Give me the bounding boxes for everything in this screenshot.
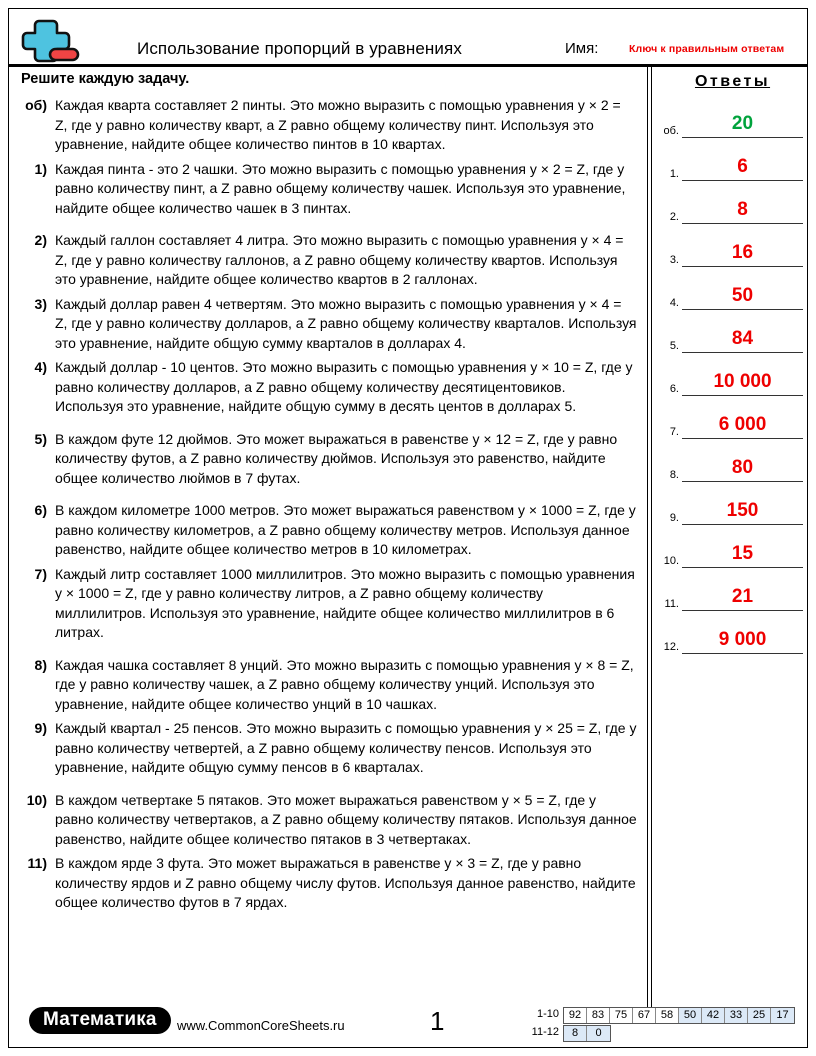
question-item (21, 854, 637, 913)
question-text: Каждый доллар - 10 центов. Это можно выразить с помощью уравнения y × 10 = Z, где y равно количеству долларов, а Z равно общему количеству десятицентовиков. Используя это уравнение, найдите общую сумму в десять центов в долларах 5. (55, 359, 633, 414)
score-cell: 25 (748, 1008, 771, 1023)
answers-column (652, 67, 809, 1007)
answer-value[interactable]: 20 (682, 112, 803, 138)
question-list (21, 96, 637, 913)
score-cell: 0 (587, 1026, 610, 1041)
score-cell: 58 (656, 1008, 679, 1023)
score-table (519, 1007, 795, 1043)
answer-row (652, 396, 809, 439)
question-text: Каждая пинта - это 2 чашки. Это можно выразить с помощью уравнения y × 2 = Z, где y равно количеству пинт, а Z равно общему количеству чашек. Используя это уравнение, найдите общее количество чашек в 3 пинтах. (55, 160, 626, 216)
score-range-label: 11-12 (531, 1026, 559, 1038)
question-text: Каждый литр составляет 1000 миллилитров. Это можно выразить с помощью уравнения y × 1000 = Z, где y равно количеству литров, а Z равно общему количеству миллилитров. Используя это уравнение, найдите общее количество миллилитров в 6 литрах. (55, 565, 635, 640)
question-item (21, 430, 637, 489)
question-number: 4) (34, 359, 47, 375)
answer-value[interactable]: 80 (682, 456, 803, 482)
answer-number-label: 1. (669, 168, 679, 180)
answer-row (652, 568, 809, 611)
answer-value[interactable]: 50 (682, 284, 803, 310)
answer-row (652, 439, 809, 482)
answer-value[interactable]: 15 (682, 542, 803, 568)
question-item (21, 295, 637, 354)
question-text: В каждом ярде 3 фута. Это может выражаться в равенстве y × 3 = Z, где y равно количеству ярдов и Z равно общему числу футов. Используя данное равенство, найдите общее количество футов в 7 ярдах. (55, 855, 636, 910)
question-number: 8) (34, 656, 47, 673)
answer-row (652, 181, 809, 224)
score-range-label: 1-10 (536, 1008, 559, 1020)
question-item (21, 96, 637, 155)
answer-value[interactable]: 10 000 (682, 370, 803, 396)
answer-row (652, 138, 809, 181)
answer-row (652, 353, 809, 396)
answer-number-label: 11. (664, 598, 679, 610)
score-row (519, 1007, 795, 1024)
score-cells (563, 1007, 795, 1024)
score-cell: 8 (564, 1026, 587, 1041)
question-item (21, 791, 637, 850)
question-item (21, 160, 637, 219)
answer-row (652, 611, 809, 654)
answer-value[interactable]: 8 (682, 198, 803, 224)
answer-number-label: 2. (669, 211, 679, 223)
answer-number-label: об. (663, 125, 679, 137)
answer-key-badge: Ключ к правильным ответам (629, 43, 785, 55)
answer-number-label: 10. (663, 555, 679, 567)
question-item (21, 719, 637, 778)
answer-row (652, 267, 809, 310)
question-item (21, 231, 637, 290)
answer-row (652, 310, 809, 353)
score-cell: 83 (587, 1008, 610, 1023)
question-text: Каждый галлон составляет 4 литра. Это можно выразить с помощью уравнения y × 4 = Z, где y равно количеству галлонов, а Z равно общему количеству квартов. Используя это уравнение, найдите общее количество квартов в 2 галлонах. (55, 232, 624, 287)
answer-value[interactable]: 6 000 (682, 413, 803, 439)
question-item (21, 501, 637, 560)
question-number: 5) (34, 430, 47, 447)
question-text: В каждом футе 12 дюймов. Это может выражаться в равенстве y × 12 = Z, где y равно количеству футов, а Z равно количеству дюймов. Используя это равенство, найдите общее количество люймов в 7 футах. (55, 430, 618, 486)
answer-number-label: 3. (669, 254, 679, 266)
answer-number-label: 12. (663, 641, 679, 653)
score-cell: 17 (771, 1008, 794, 1023)
question-item (21, 565, 637, 643)
page-footer (9, 1005, 809, 1047)
plus-minus-logo-icon (21, 17, 83, 65)
score-cells (563, 1025, 611, 1042)
answer-value[interactable]: 84 (682, 327, 803, 353)
page-title: Использование пропорций в уравнениях (137, 39, 462, 58)
question-text: Каждая кварта составляет 2 пинты. Это можно выразить с помощью уравнения y × 2 = Z, где y равно количеству кварт, а Z равно общему количеству пинт. Используя это уравнение, найдите общее количество пинтов в 10 квартах. (55, 97, 621, 152)
answer-row (652, 224, 809, 267)
score-cell: 75 (610, 1008, 633, 1023)
question-number: об) (25, 97, 47, 113)
question-item (21, 656, 637, 715)
score-cell: 92 (564, 1008, 587, 1023)
name-field-label: Имя: (565, 40, 599, 57)
answer-row (652, 525, 809, 568)
answer-value[interactable]: 16 (682, 241, 803, 267)
answer-value[interactable]: 9 000 (682, 628, 803, 654)
instructions-text: Решите каждую задачу. (21, 71, 190, 87)
answer-rows (652, 95, 809, 654)
worksheet-body (9, 67, 807, 1007)
question-text: Каждый доллар равен 4 четвертям. Это можно выразить с помощью уравнения y × 4 = Z, где y равно количеству долларов, а Z равно общему количеству кварталов. Используя это уравнение, найдите общую сумму кварталов в долларах 4. (55, 295, 637, 351)
questions-column (9, 67, 643, 918)
question-number: 10) (26, 791, 47, 808)
question-number: 11) (27, 855, 47, 871)
answer-number-label: 6. (669, 383, 679, 395)
score-cell: 33 (725, 1008, 748, 1023)
question-text: В каждом километре 1000 метров. Это может выражаться равенством y × 1000 = Z, где y равно количеству километров, а Z равно общему количеству метров. Используя данное равенство, найдите общее количество метров в 10 километрах. (55, 502, 636, 557)
page-number: 1 (430, 1006, 445, 1036)
question-text: В каждом четвертаке 5 пятаков. Это может выражаться равенством y × 5 = Z, где y равно количеству четвертаков, а Z равно общему количеству пятаков. Используя данное равенство, найдите общее количество пятаков в 3 четвертаках. (55, 791, 637, 847)
brand-logo: Математика (29, 1007, 171, 1034)
question-number: 2) (34, 232, 47, 248)
question-number: 7) (34, 565, 47, 582)
score-row (519, 1025, 795, 1042)
page-header (9, 9, 807, 67)
question-number: 6) (34, 502, 47, 518)
site-url: www.CommonCoreSheets.ru (177, 1018, 345, 1033)
question-text: Каждый квартал - 25 пенсов. Это можно выразить с помощью уравнения y × 25 = Z, где y равно количеству четвертей, а Z равно общему количеству пенсов. Используя это уравнение, найдите общую сумму пенсов в 6 кварталах. (55, 720, 637, 775)
answer-value[interactable]: 150 (682, 499, 803, 525)
question-number: 1) (34, 160, 47, 177)
question-number: 9) (34, 720, 47, 736)
worksheet-page (8, 8, 808, 1048)
score-cell: 50 (679, 1008, 702, 1023)
answer-number-label: 7. (669, 426, 679, 438)
answer-row (652, 482, 809, 525)
answer-number-label: 4. (669, 297, 679, 309)
question-text: Каждая чашка составляет 8 унций. Это можно выразить с помощью уравнения y × 8 = Z, где y равно количеству чашек, а Z равно общему количеству унций. Используя это уравнение, найдите общее количество унций в 10 чашках. (55, 656, 634, 712)
score-cell: 67 (633, 1008, 656, 1023)
answer-row (652, 95, 809, 138)
question-item (21, 358, 637, 417)
answer-number-label: 9. (669, 512, 679, 524)
answer-value[interactable]: 21 (682, 585, 803, 611)
answer-number-label: 8. (669, 469, 679, 481)
answers-heading: Ответы (694, 73, 771, 90)
question-number: 3) (34, 295, 47, 312)
score-cell: 42 (702, 1008, 725, 1023)
answer-value[interactable]: 6 (682, 155, 803, 181)
answer-number-label: 5. (669, 340, 679, 352)
